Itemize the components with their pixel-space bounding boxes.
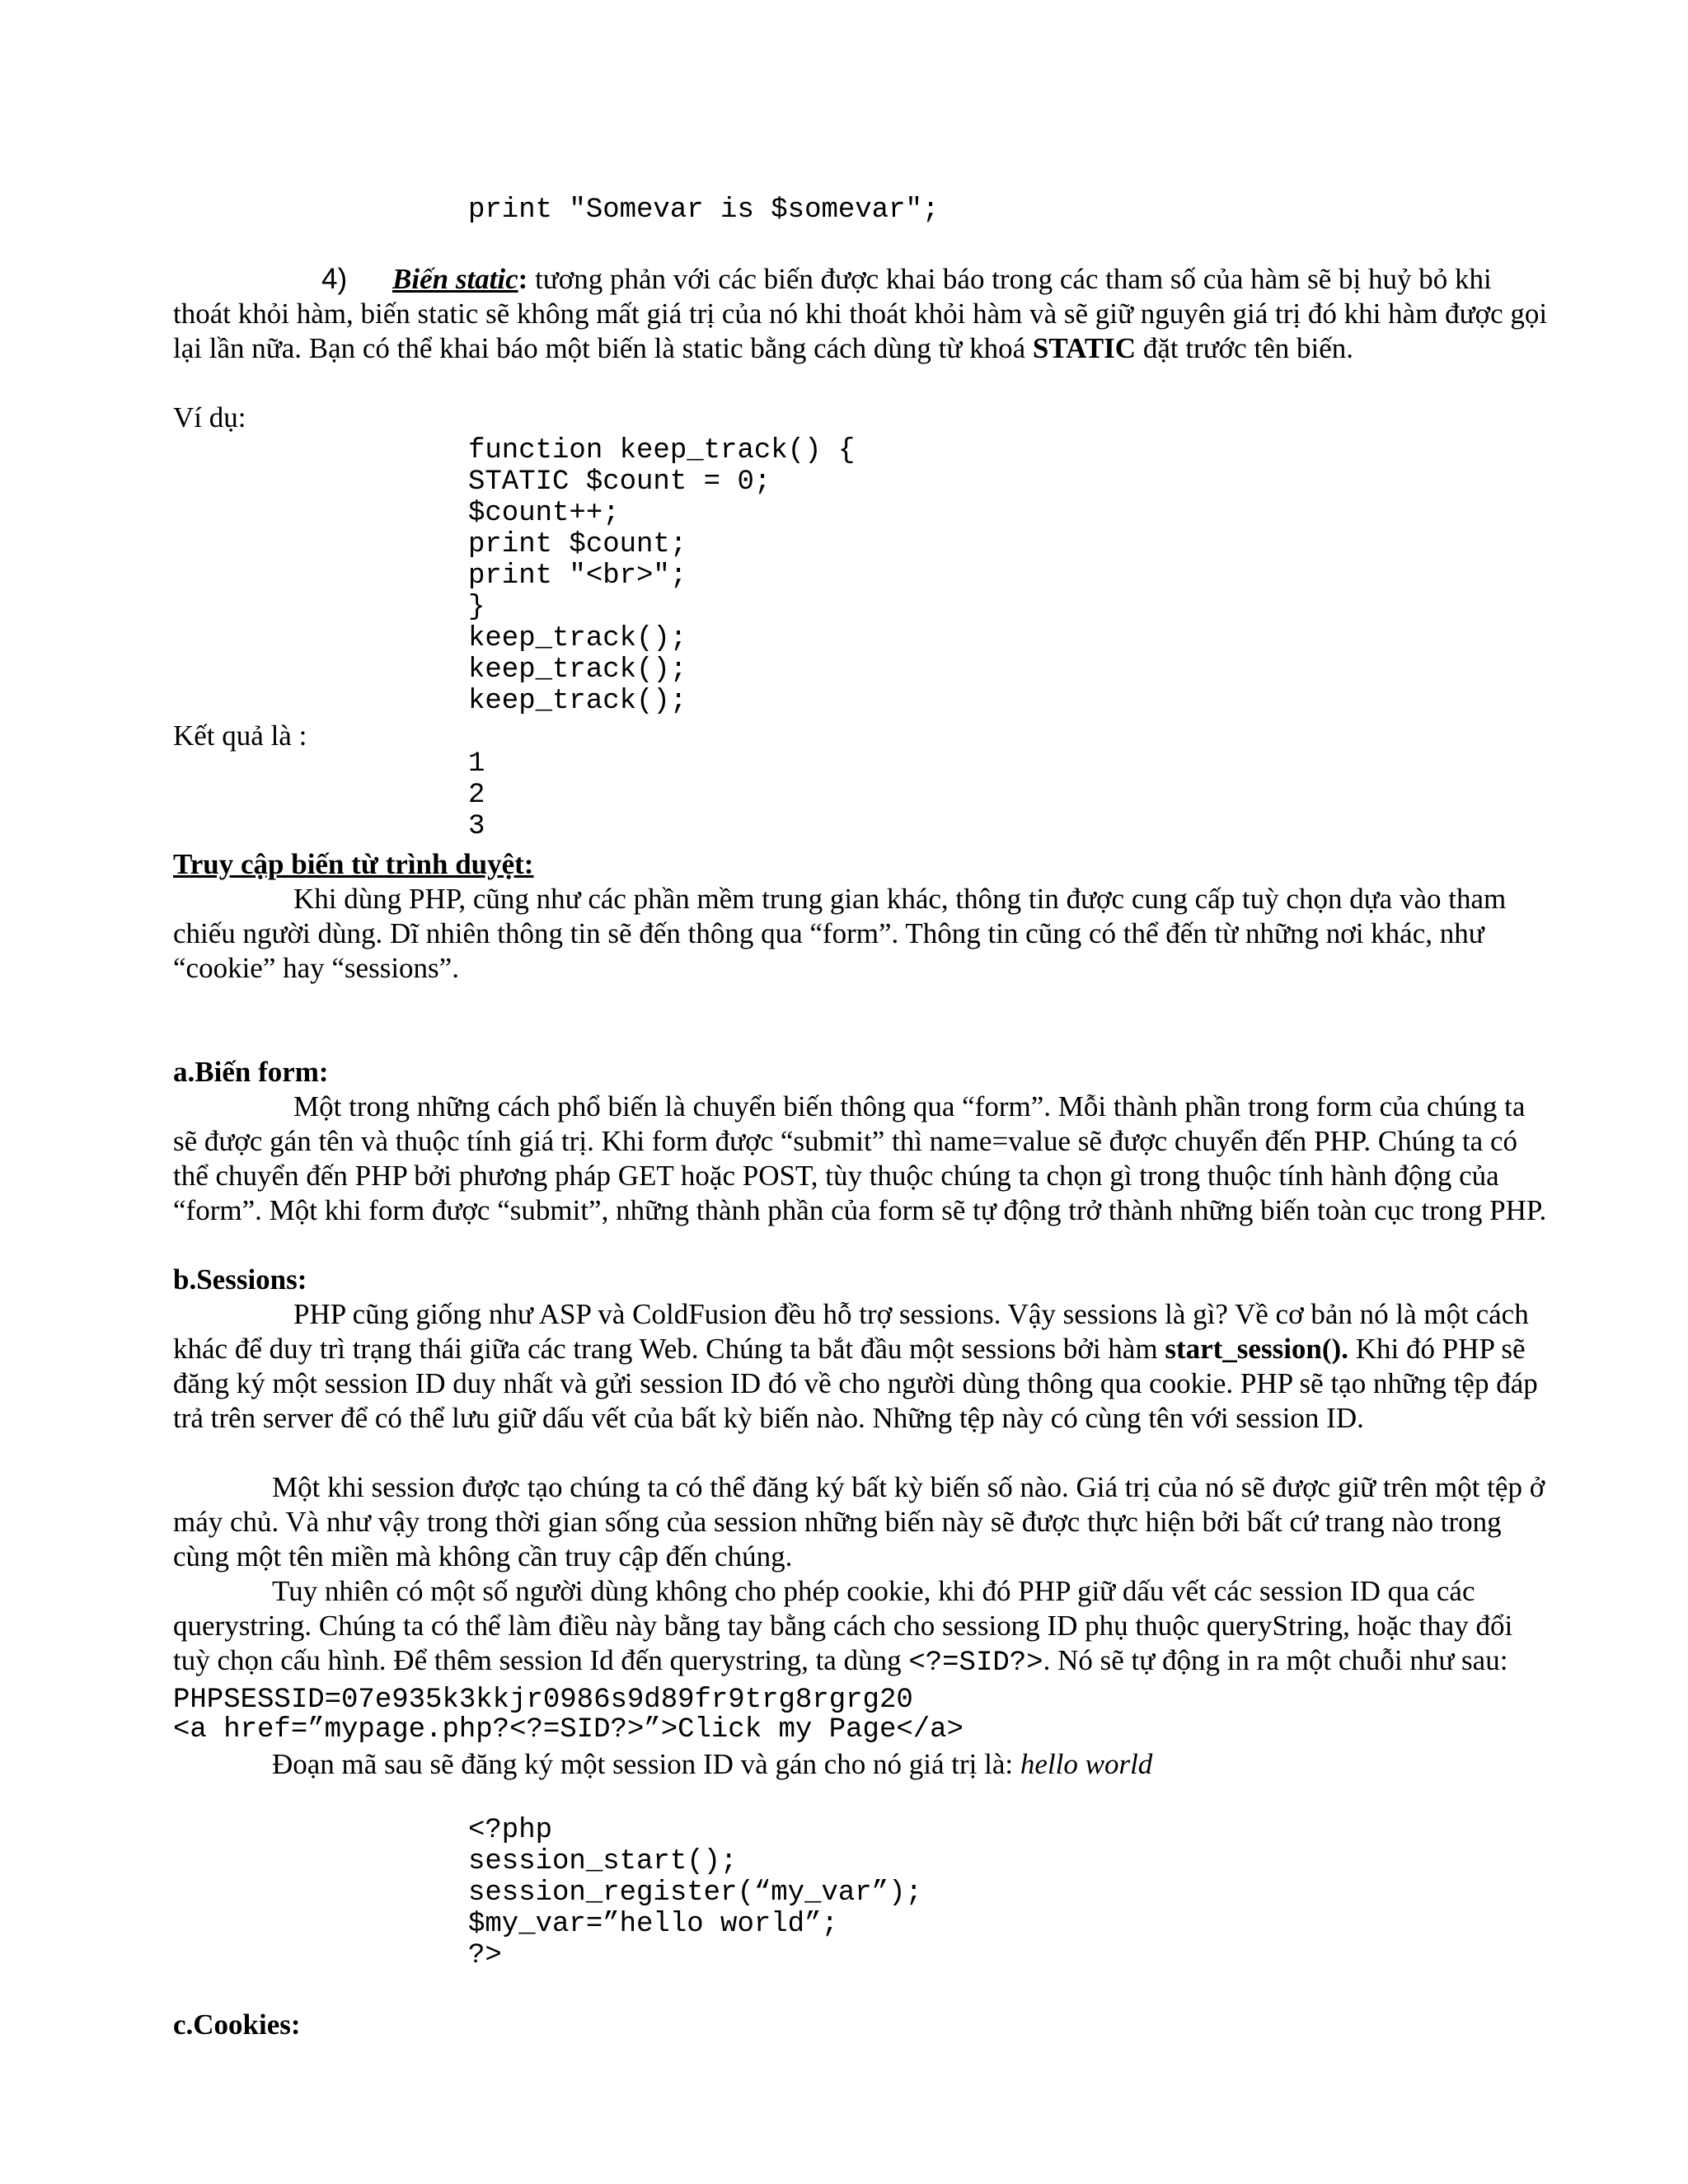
static-text-a: tương phản với các biến được khai báo trong các tham số của hàm sẽ bị huỷ bỏ khi thoát khỏi hàm, biến static sẽ không mất giá trị của nó khi thoát khỏi hàm và sẽ giữ nguyên giá trị đó khi hàm được gọi lại lần nữa. Bạn có thể khai báo một biến là static bằng cách dùng từ khoá <box>173 263 1548 364</box>
code-line: session_register(“my_var”); <box>468 1877 922 1909</box>
form-variable-heading: a.Biến form: <box>173 1056 329 1088</box>
sessions-paragraph-1 <box>173 1297 1551 1436</box>
session-link-code: <a href=”mypage.php?<?=SID?>”>Click my Page</a> <box>173 1714 964 1746</box>
code-line: print "<br>"; <box>468 560 687 592</box>
sessions-heading: b.Sessions: <box>173 1263 307 1296</box>
hello-world-value: hello world <box>1020 1748 1153 1780</box>
sessions-p4-text: Đoạn mã sau sẽ đăng ký một session ID và gán cho nó giá trị là: <box>272 1748 1020 1780</box>
code-print-somevar: print "Somevar is $somevar"; <box>468 194 940 226</box>
sid-code: <?=SID?> <box>908 1647 1043 1679</box>
sessions-paragraph-4 <box>173 1747 1551 1782</box>
static-variable-paragraph <box>173 262 1551 366</box>
example-label: Ví dụ: <box>173 401 246 434</box>
result-values <box>468 748 485 842</box>
code-line: } <box>468 592 485 623</box>
sessions-p3-text-a: Tuy nhiên có một số người dùng không cho phép cookie, khi đó PHP giữ dấu vết các session ID qua các querystring. Chúng ta có thể làm điều này bằng tay bằng cách cho sessiong ID phụ thuộc queryString, hoặc thay đổi tuỳ chọn cấu hình. Để thêm session Id đến querystring, ta dùng <box>173 1575 1513 1676</box>
code-line: ?> <box>468 1940 502 1971</box>
sessions-p3-text-b: . Nó sẽ tự động in ra một chuỗi như sau: <box>1043 1644 1508 1676</box>
code-line: session_start(); <box>468 1846 738 1877</box>
phpsessid-code: PHPSESSID=07e935k3kkjr0986s9d89fr9trg8rgrg20 <box>173 1685 913 1716</box>
code-line: function keep_track() { <box>468 435 856 466</box>
sessions-p1-text-b: Khi đó PHP sẽ đăng ký một session ID duy nhất và gửi session ID đó về cho người dùng thông qua cookie. PHP sẽ tạo những tệp đáp trả trên server để có thể lưu giữ dấu vết của bất kỳ biến nào. Những tệp này có cùng tên với session ID. <box>173 1333 1538 1434</box>
cookies-heading: c.Cookies: <box>173 2008 301 2041</box>
code-line: $my_var=”hello world”; <box>468 1909 838 1940</box>
list-number: 4) <box>321 263 348 295</box>
result-label: Kết quả là : <box>173 719 307 752</box>
code-line: $count++; <box>468 498 620 529</box>
static-term-colon: : <box>518 263 528 295</box>
sessions-paragraph-2: Một khi session được tạo chúng ta có thể đăng ký bất kỳ biến số nào. Giá trị của nó sẽ được giữ trên một tệp ở máy chủ. Và như vậy trong thời gian sống của session những biến này sẽ được thực hiện bởi bất cứ trang nào trong cùng một tên miền mà không cần truy cập đến chúng. <box>173 1471 1545 1572</box>
code-line: keep_track(); <box>468 623 687 654</box>
code-line: print $count; <box>468 529 687 560</box>
code-line: <?php <box>468 1815 553 1846</box>
code-line: keep_track(); <box>468 654 687 686</box>
static-text-b: đặt trước tên biến. <box>1136 332 1353 364</box>
sessions-p1-text-a: PHP cũng giống như ASP và ColdFusion đều hỗ trợ sessions. Vậy sessions là gì? Về cơ bản nó là một cách khác để duy trì trạng thái giữa các trang Web. Chúng ta bắt đầu một sessions bởi hàm <box>173 1298 1529 1365</box>
browser-access-paragraph: Khi dùng PHP, cũng như các phần mềm trung gian khác, thông tin được cung cấp tuỳ chọn dựa vào tham chiếu người dùng. Dĩ nhiên thông tin sẽ đến thông qua “form”. Thông tin cũng có thể đến từ những nơi khác, như “cookie” hay “sessions”. <box>173 883 1507 984</box>
start-session-function: start_session(). <box>1165 1333 1348 1365</box>
code-session-register <box>468 1815 922 1971</box>
sessions-paragraph-3 <box>173 1574 1551 1718</box>
code-line: keep_track(); <box>468 686 687 717</box>
browser-access-heading: Truy cập biến từ trình duyệt: <box>173 848 534 880</box>
static-keyword: STATIC <box>1032 332 1137 364</box>
form-variable-paragraph: Một trong những cách phổ biến là chuyển biến thông qua “form”. Mỗi thành phần trong form của chúng ta sẽ được gán tên và thuộc tính giá trị. Khi form được “submit” thì name=value sẽ được chuyển đến PHP. Chúng ta có thể chuyển đến PHP bởi phương pháp GET hoặc POST, tùy thuộc chúng ta chọn gì trong thuộc tính hành động của “form”. Một khi form được “submit”, những thành phần của form sẽ tự động trở thành những biến toàn cục trong PHP. <box>173 1090 1547 1226</box>
code-line: STATIC $count = 0; <box>468 466 771 498</box>
result-value: 2 <box>468 780 485 811</box>
code-keep-track <box>468 435 855 717</box>
result-value: 3 <box>468 811 485 842</box>
result-value: 1 <box>468 748 485 780</box>
static-term: Biến static <box>392 263 518 295</box>
